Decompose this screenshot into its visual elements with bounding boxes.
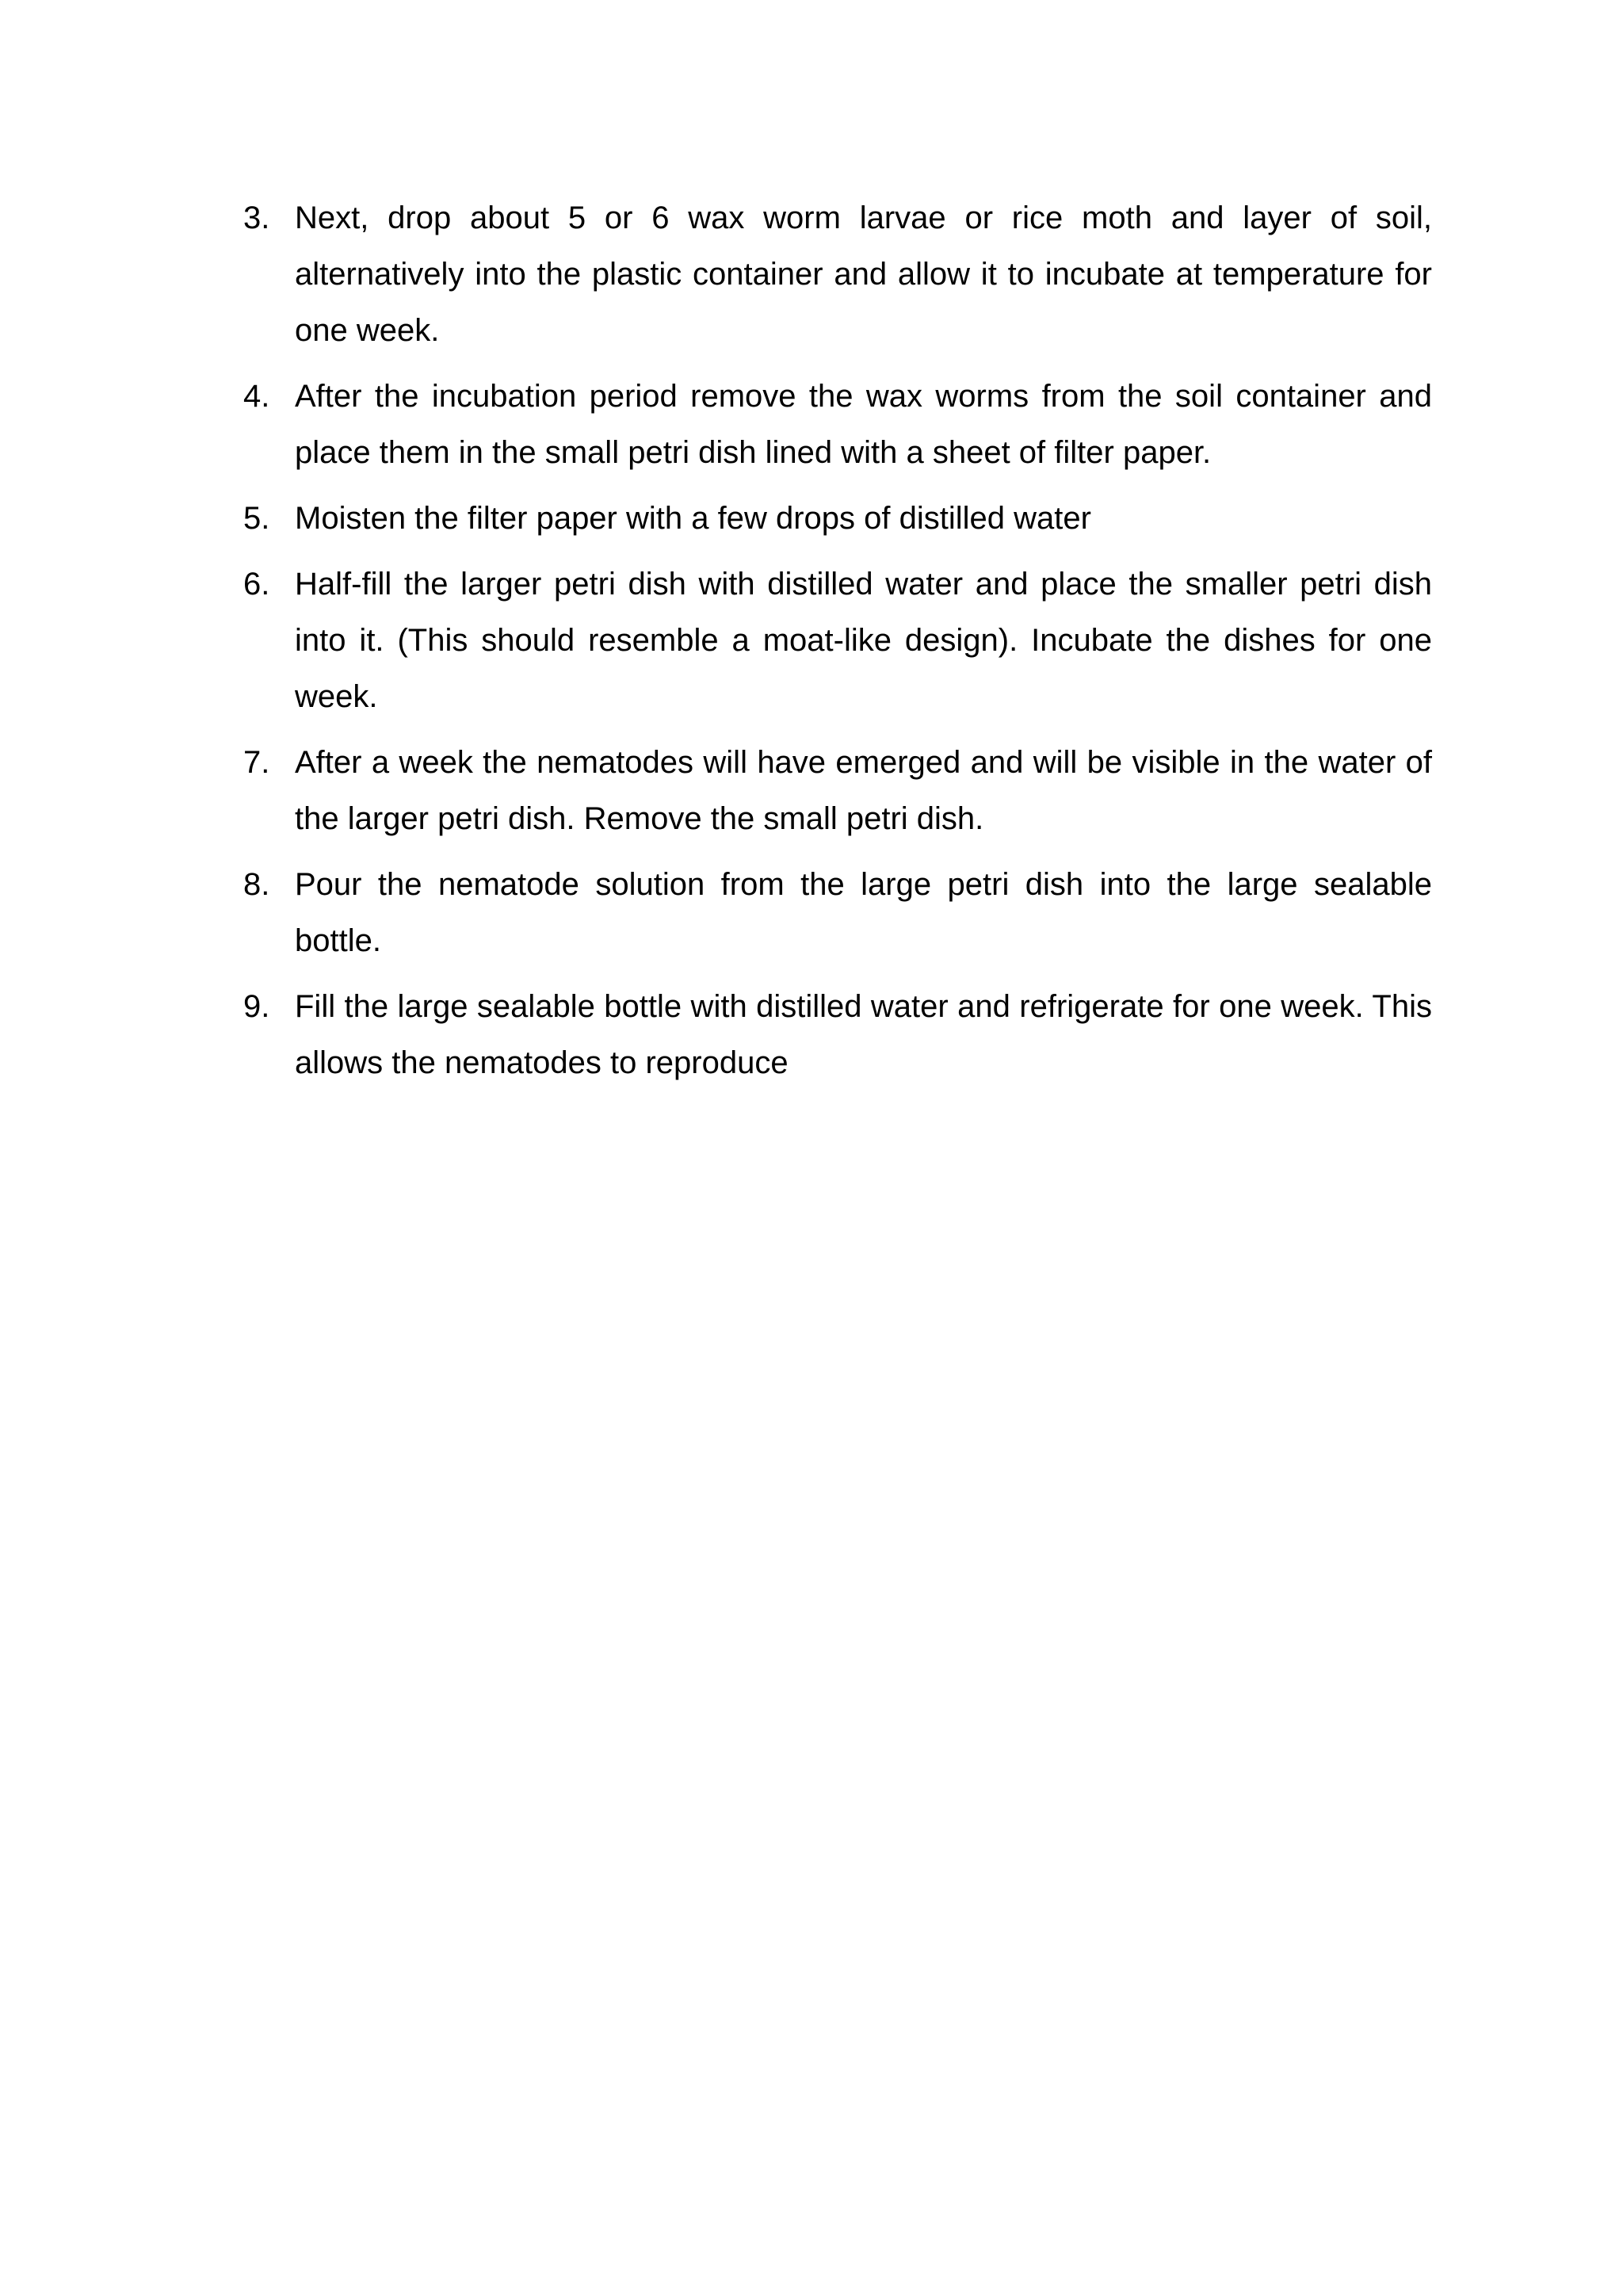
procedure-steps-list	[243, 190, 1432, 1101]
list-item	[243, 979, 1432, 1091]
step-text: Moisten the filter paper with a few drops of distilled water	[295, 501, 1091, 536]
step-number: 3.	[243, 201, 270, 235]
step-text: Pour the nematode solution from the large petri dish into the large sealable bottle.	[295, 867, 1432, 958]
list-item	[243, 735, 1432, 847]
step-number: 4.	[243, 379, 270, 414]
step-number: 8.	[243, 867, 270, 902]
step-number: 5.	[243, 501, 270, 536]
step-number: 6.	[243, 567, 270, 602]
list-item	[243, 857, 1432, 969]
step-text: After a week the nematodes will have emerged and will be visible in the water of the larger petri dish. Remove the small petri dish.	[295, 745, 1432, 836]
step-number: 9.	[243, 989, 270, 1024]
list-item	[243, 556, 1432, 725]
step-text: Next, drop about 5 or 6 wax worm larvae or rice moth and layer of soil, alternatively into the plastic container and allow it to incubate at temperature for one week.	[295, 201, 1432, 348]
list-item	[243, 190, 1432, 359]
step-text: After the incubation period remove the wax worms from the soil container and place them in the small petri dish lined with a sheet of filter paper.	[295, 379, 1432, 470]
list-item	[243, 491, 1432, 547]
step-number: 7.	[243, 745, 270, 780]
list-item	[243, 369, 1432, 481]
step-text: Fill the large sealable bottle with distilled water and refrigerate for one week. This allows the nematodes to reproduce	[295, 989, 1432, 1080]
step-text: Half-fill the larger petri dish with distilled water and place the smaller petri dish into it. (This should resemble a moat-like design). Incubate the dishes for one week.	[295, 567, 1432, 714]
